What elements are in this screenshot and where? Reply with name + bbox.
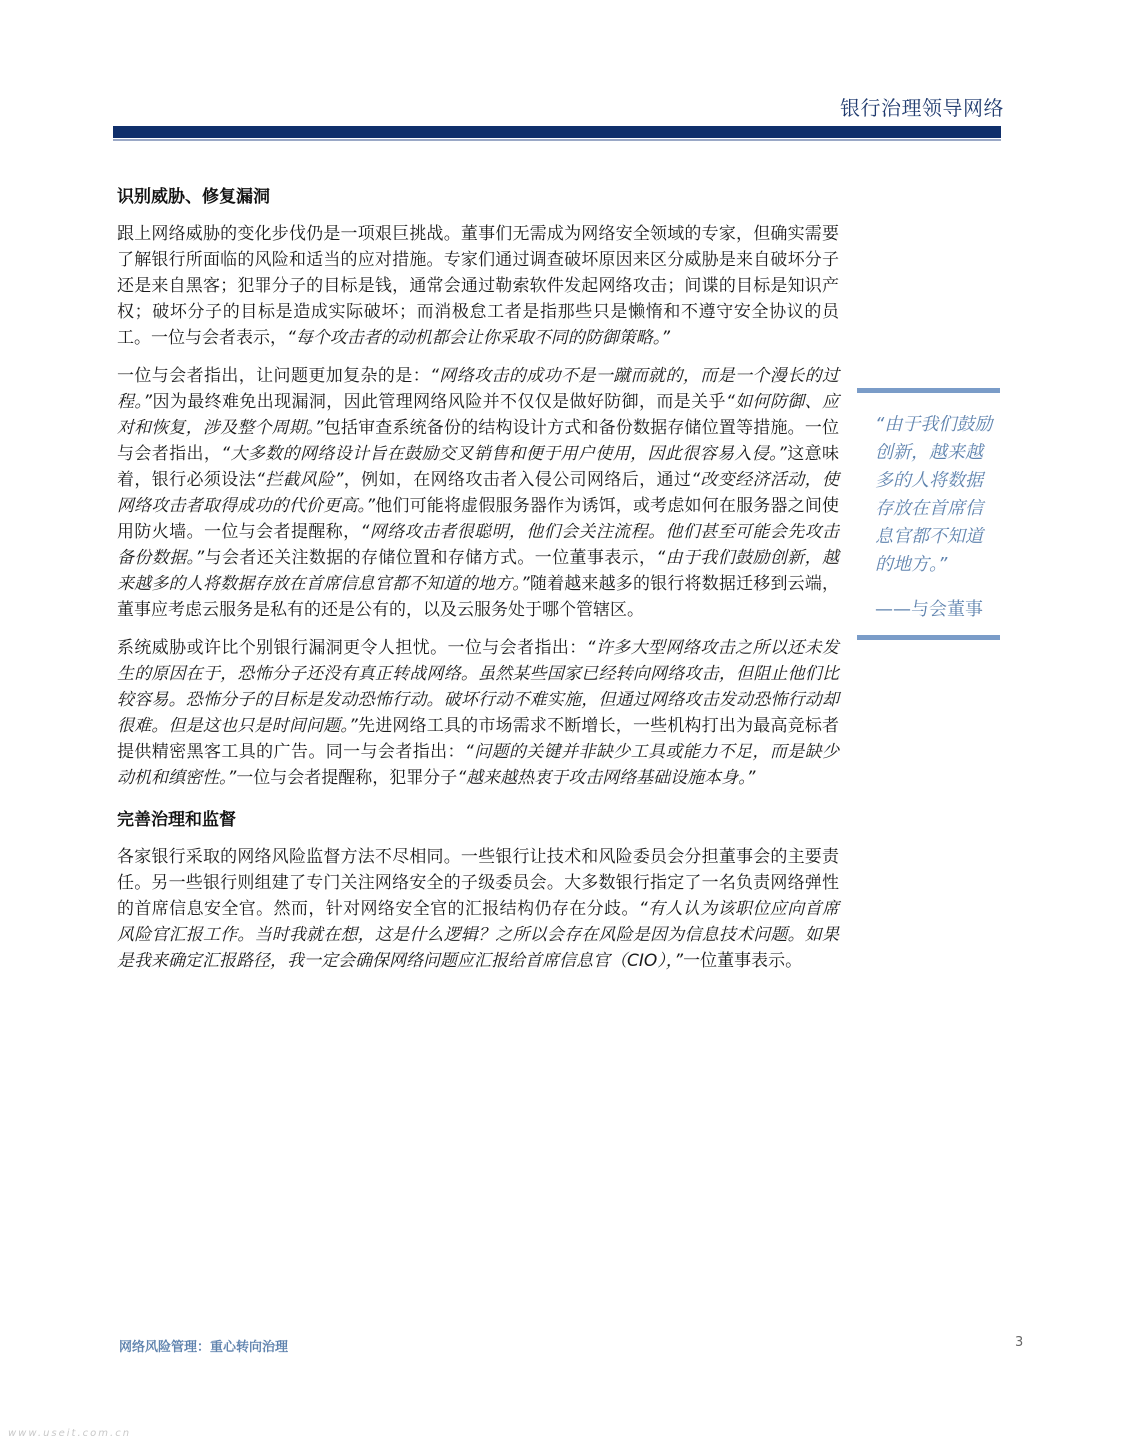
section-title-governance: 完善治理和监督 <box>117 810 236 830</box>
body-text: 系统威胁或许比个别银行漏洞更令人担忧。一位与会者指出： <box>117 638 587 658</box>
sidebar-top-rule <box>857 388 1000 393</box>
header-rule-thin <box>113 139 1001 141</box>
pull-quote-sidebar <box>857 388 1000 640</box>
watermark: www.useit.com.cn <box>8 1428 132 1439</box>
body-text: 先进网络工具的市场需求不断增长，一些机构打出为最高竞标者提供精密黑客工具的广告。同一与会者指出： <box>117 716 839 762</box>
quoted-text: “改变经济活动，使网络攻击者取得成功的代价更高。” <box>117 470 839 516</box>
quoted-text: “每个攻击者的动机都会让你采取不同的防御策略。” <box>287 328 671 348</box>
pull-quote-attribution: ——与会董事 <box>875 599 983 620</box>
quoted-text: “许多大型网络攻击之所以还未发生的原因在于，恐怖分子还没有真正转战网络。虽然某些国家已经转向网络攻击，但阻止他们比较容易。恐怖分子的目标是发动恐怖行动。破坏行动不难实施，但通过网络攻击发动恐怖行动却很难。但是这也只是时间问题。” <box>117 638 840 736</box>
body-text: 因为最终难免出现漏洞，因此管理网络风险并不仅仅是做好防御，而是关乎 <box>152 392 726 412</box>
body-text: 随着越来越多的银行将数据迁移到云端，董事应考虑云服务是私有的还是公有的，以及云服务处于哪个管辖区。 <box>117 574 839 620</box>
body-text: 与会者还关注数据的存储位置和存储方式。一位董事表示， <box>204 548 657 568</box>
quoted-text: “有人认为该职位应向首席风险官汇报工作。当时我就在想，这是什么逻辑？之所以会存在风险是因为信息技术问题。如果是我来确定汇报路径，我一定会确保网络问题应汇报给首席信息官（CIO），” <box>117 899 839 971</box>
body-text: 一位董事表示。 <box>683 951 803 971</box>
footer-title: 网络风险管理：重心转向治理 <box>119 1340 289 1355</box>
section-title-threats: 识别威胁、修复漏洞 <box>117 187 270 207</box>
quoted-text: “网络攻击的成功不是一蹴而就的，而是一个漫长的过程。” <box>117 366 839 412</box>
quoted-text: “拦截风险” <box>255 470 344 490</box>
body-text: 他们可能将虚假服务器作为诱饵，或考虑如何在服务器之间使用防火墙。一位与会者提醒称， <box>117 496 840 542</box>
body-text: 各家银行采取的网络风险监督方法不尽相同。一些银行让技术和风险委员会分担董事会的主要责任。另一些银行则组建了专门关注网络安全的子级委员会。大多数银行指定了一名负责网络弹性的首席信息安全官。然而，针对网络安全官的汇报结构仍存在分歧。 <box>117 847 839 919</box>
quoted-text: “问题的关键并非缺少工具或能力不足，而是缺少动机和缜密性。” <box>117 742 840 788</box>
body-text: 跟上网络威胁的变化步伐仍是一项艰巨挑战。董事们无需成为网络安全领域的专家，但确实需要了解银行所面临的风险和适当的应对措施。专家们通过调查破坏原因来区分威胁是来自破坏分子还是来自黑客；犯罪分子的目标是钱，通常会通过勒索软件发起网络攻击；间谍的目标是知识产权；破坏分子的目标是造成实际破坏；而消极怠工者是指那些只是懒惰和不遵守安全协议的员工。一位与会者表示， <box>117 224 839 348</box>
body-text: ，例如，在网络攻击者入侵公司网络后，通过 <box>343 470 692 490</box>
page-number: 3 <box>1015 1335 1024 1350</box>
header-title: 银行治理领导网络 <box>840 96 1004 120</box>
quoted-text: “大多数的网络设计旨在鼓励交叉销售和便于用户使用，因此很容易入侵。” <box>221 444 787 464</box>
header-rule <box>113 126 1001 138</box>
body-text: 一位与会者指出，让问题更加复杂的是： <box>117 366 431 386</box>
quoted-text: “越来越热衷于攻击网络基础设施本身。” <box>457 768 756 788</box>
quoted-text: “如何防御、应对和恢复，涉及整个周期。” <box>117 392 840 438</box>
paragraph <box>117 635 839 791</box>
quoted-text: “由于我们鼓励创新，越来越多的人将数据存放在首席信息官都不知道的地方。” <box>117 548 840 594</box>
paragraph <box>117 363 839 623</box>
quoted-text: “网络攻击者很聪明，他们会关注流程。他们甚至可能会先攻击备份数据。” <box>117 522 839 568</box>
paragraph <box>117 844 839 974</box>
paragraph <box>117 221 839 351</box>
body-text: 这意味着，银行必须设法 <box>117 444 840 490</box>
main-content <box>117 182 839 986</box>
body-text: 一位与会者提醒称，犯罪分子 <box>236 768 458 788</box>
body-text: 包括审查系统备份的结构设计方式和备份数据存储位置等措施。一位与会者指出， <box>117 418 840 464</box>
sidebar-bottom-rule <box>857 635 1000 640</box>
pull-quote: “由于我们鼓励创新，越来越多的人将数据存放在首席信息官都不知道的地方。” <box>875 414 993 575</box>
